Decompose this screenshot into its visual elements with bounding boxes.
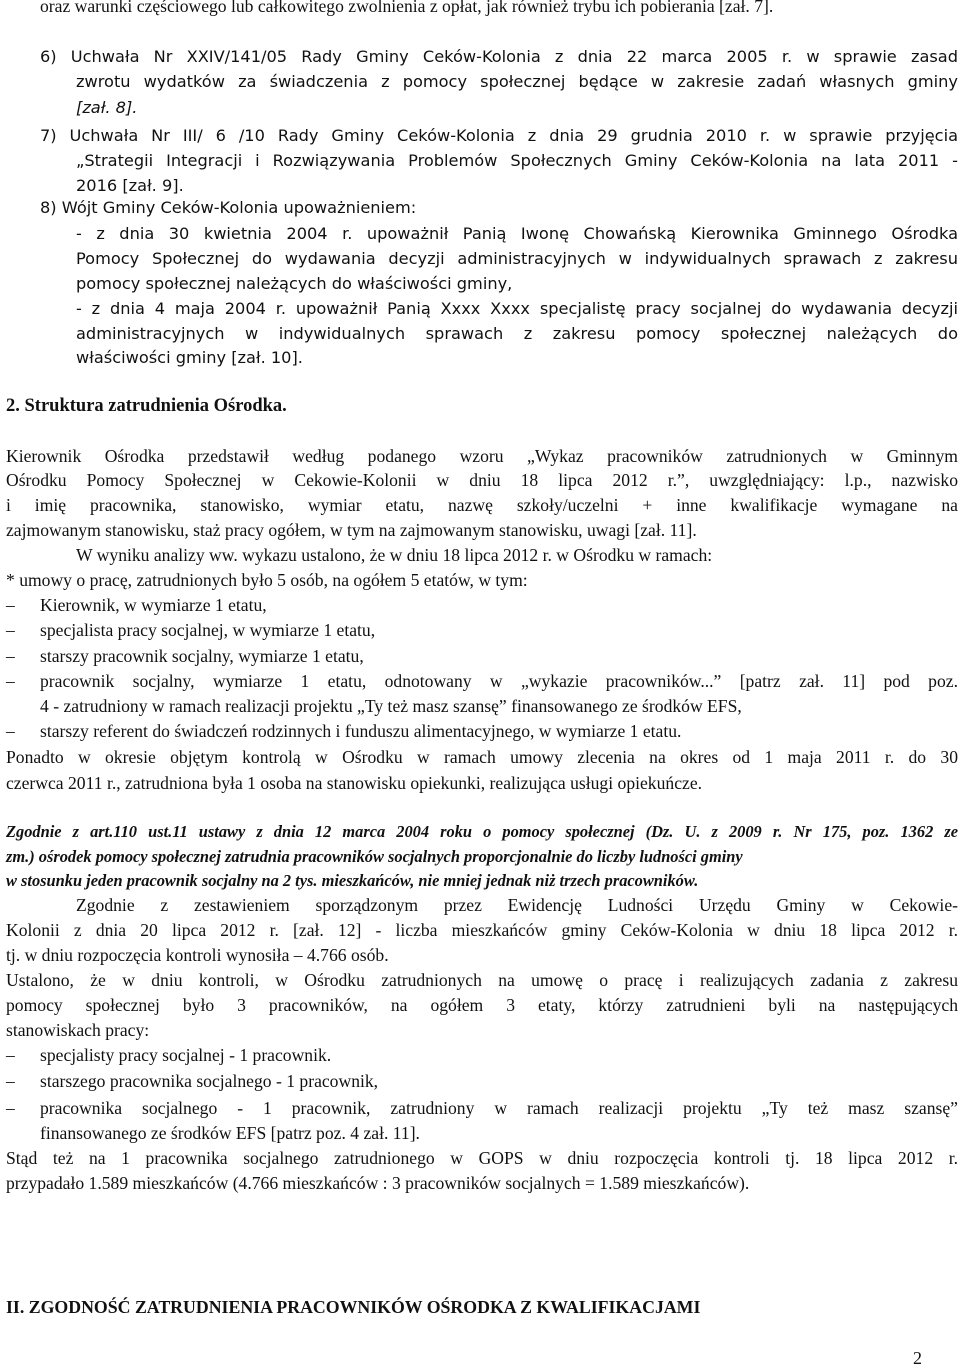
text-line: przypadało 1.589 mieszkańców (4.766 mieszkańców : 3 pracowników socjalnych = 1.589 mieszkańców). (6, 1173, 750, 1193)
text-line: zwrotu wydatków za świadczenia z pomocy społecznej będące w zakresie zadań własnych gminy (76, 72, 958, 91)
list-item-text: starszego pracownika socjalnego - 1 pracownik, (40, 1071, 379, 1091)
text-line: Ustalono, że w dniu kontroli, w Ośrodku zatrudnionych na umowę o pracę i realizujących zadania z zakresu (6, 970, 958, 990)
text-line: [zał. 8]. (76, 98, 138, 117)
quote-line: w stosunku jeden pracownik socjalny na 2 tys. mieszkańców, nie mniej jednak niż trzech pracowników. (6, 871, 699, 890)
text-line: „Strategii Integracji i Rozwiązywania Problemów Społecznych Gminy Ceków-Kolonia na lata 2011 - (76, 151, 958, 170)
text-line: zajmowanym stanowisku, staż pracy ogółem, w tym na zajmowanym stanowisku, uwagi [zał. 11]. (6, 520, 697, 540)
text-line: W wyniku analizy ww. wykazu ustalono, że w dniu 18 lipca 2012 r. w Ośrodku w ramach: (76, 545, 713, 565)
text-line: - z dnia 4 maja 2004 r. upoważnił Panią Xxxx Xxxx specjalistę pracy socjalnej do wydawania decyzji (76, 299, 958, 318)
list-item-text: Kierownik, w wymiarze 1 etatu, (40, 595, 267, 615)
dash-bullet: – (6, 721, 15, 741)
text-line: - z dnia 30 kwietnia 2004 r. upoważnił Panią Iwonę Chowańską Kierownika Gminnego Ośrodka (76, 224, 958, 243)
list-item-text: 4 - zatrudniony w ramach realizacji projektu „Ty też masz szansę” finansowanego ze środków EFS, (40, 696, 742, 716)
text-line: pomocy społecznej było 3 pracowników, na ogółem 3 etaty, którzy zatrudnieni byli na następujących (6, 995, 958, 1015)
text-line: * umowy o pracę, zatrudnionych było 5 osób, na ogółem 5 etatów, w tym: (6, 570, 528, 590)
section-heading: II. ZGODNOŚĆ ZATRUDNIENIA PRACOWNIKÓW OŚRODKA Z KWALIFIKACJAMI (6, 1297, 701, 1317)
quote-line: Zgodnie z art.110 ust.11 ustawy z dnia 12 marca 2004 roku o pomocy społecznej (Dz. U. z 2009 r. Nr 175, poz. 1362 ze (6, 822, 958, 841)
text-line: pomocy społecznej należących do właściwości gminy, (76, 274, 513, 293)
text-line: 8) Wójt Gminy Ceków-Kolonia upoważnieniem: (40, 198, 417, 217)
list-item-text: specjalisty pracy socjalnej - 1 pracownik. (40, 1045, 332, 1065)
list-item-text: finansowanego ze środków EFS [patrz poz. 4 zał. 11]. (40, 1123, 420, 1143)
dash-bullet: – (6, 595, 15, 615)
text-line: Ponadto w okresie objętym kontrolą w Ośrodku w ramach umowy zlecenia na okres od 1 maja 2011 r. do 30 (6, 747, 958, 767)
section-heading: 2. Struktura zatrudnienia Ośrodka. (6, 396, 287, 416)
text-line: Stąd też na 1 pracownika socjalnego zatrudnionego w GOPS w dniu rozpoczęcia kontroli tj. 18 lipca 2012 r. (6, 1148, 958, 1168)
list-item-text: specjalista pracy socjalnej, w wymiarze 1 etatu, (40, 620, 376, 640)
text-line: 6) Uchwała Nr XXIV/141/05 Rady Gminy Ceków-Kolonia z dnia 22 marca 2005 r. w sprawie zasad (40, 47, 958, 66)
text-line: stanowiskach pracy: (6, 1020, 150, 1040)
text-line: administracyjnych w indywidualnych sprawach z zakresu pomocy społecznej należących do (76, 324, 958, 343)
dash-bullet: – (6, 1098, 15, 1118)
list-item-text: pracownika socjalnego - 1 pracownik, zatrudniony w ramach realizacji projektu „Ty też masz szansę” (40, 1098, 958, 1118)
dash-bullet: – (6, 646, 15, 666)
text-line: właściwości gminy [zał. 10]. (76, 348, 303, 367)
text-line: Kolonii z dnia 20 lipca 2012 r. [zał. 12] - liczba mieszkańców gminy Ceków-Kolonia w dniu 18 lipca 2012 r. (6, 920, 958, 940)
dash-bullet: – (6, 1045, 15, 1065)
list-item-text: starszy pracownik socjalny, wymiarze 1 etatu, (40, 646, 364, 666)
dash-bullet: – (6, 1071, 15, 1091)
dash-bullet: – (6, 671, 15, 691)
text-line: 2016 [zał. 9]. (76, 176, 184, 195)
text-line: Pomocy Społecznej do wydawania decyzji administracyjnych w indywidualnych sprawach z zakresu (76, 249, 958, 268)
text-line: Zgodnie z zestawieniem sporządzonym przez Ewidencję Ludności Urzędu Gminy w Cekowie- (76, 895, 958, 915)
text-line: tj. w dniu rozpoczęcia kontroli wynosiła – 4.766 osób. (6, 945, 389, 965)
text-line: Ośrodku Pomocy Społecznej w Cekowie-Kolonii w dniu 18 lipca 2012 r.”, uwzględniający: l.p., nazwisko (6, 470, 958, 490)
list-item-text: pracownik socjalny, wymiarze 1 etatu, odnotowany w „wykazie pracowników...” [patrz zał. 11] pod poz. (40, 671, 958, 691)
text-line: oraz warunki częściowego lub całkowitego zwolnienia z opłat, jak również trybu ich pobierania [zał. 7]. (40, 0, 774, 16)
quote-line: zm.) ośrodek pomocy społecznej zatrudnia pracowników socjalnych proporcjonalnie do liczby ludności gminy (6, 847, 743, 866)
page-number: 2 (913, 1348, 922, 1368)
list-item-text: starszy referent do świadczeń rodzinnych i funduszu alimentacyjnego, w wymiarze 1 etatu. (40, 721, 682, 741)
text-line: 7) Uchwała Nr III/ 6 /10 Rady Gminy Ceków-Kolonia z dnia 29 grudnia 2010 r. w sprawie przyjęcia (40, 126, 958, 145)
text-line: Kierownik Ośrodka przedstawił według podanego wzoru „Wykaz pracowników zatrudnionych w Gminnym (6, 446, 958, 466)
text-line: czerwca 2011 r., zatrudniona była 1 osoba na stanowisku opiekunki, realizująca usługi opiekuńcze. (6, 773, 703, 793)
text-line: i imię pracownika, stanowisko, wymiar etatu, nazwę szkoły/uczelni + inne kwalifikacje wymagane na (6, 495, 958, 515)
dash-bullet: – (6, 620, 15, 640)
